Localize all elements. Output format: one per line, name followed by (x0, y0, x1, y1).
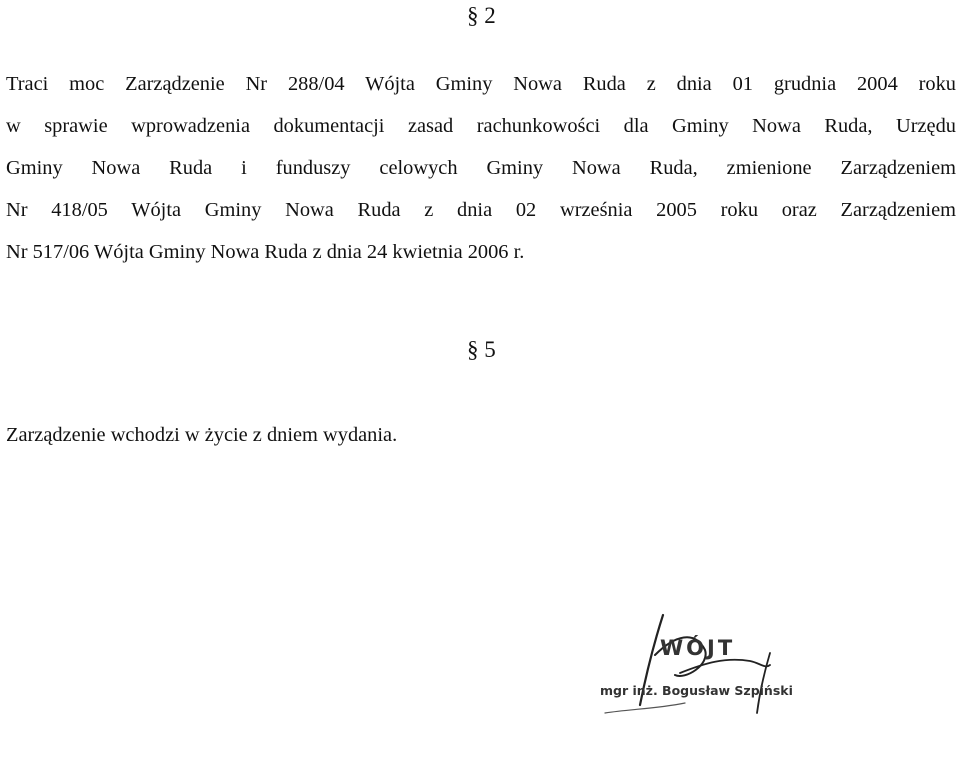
repeal-paragraph (6, 63, 956, 273)
section-heading-5: § 5 (467, 337, 496, 362)
effective-date-paragraph: Zarządzenie wchodzi w życie z dniem wydania. (6, 424, 398, 446)
paragraph-line: Nr 418/05 Wójta Gminy Nowa Ruda z dnia 02 września 2005 roku oraz Zarządzeniem (6, 199, 956, 221)
stamp-title: WÓJT (660, 636, 736, 660)
paragraph-line: w sprawie wprowadzenia dokumentacji zasad rachunkowości dla Gminy Nowa Ruda, Urzędu (6, 115, 956, 137)
paragraph-line: Traci moc Zarządzenie Nr 288/04 Wójta Gminy Nowa Ruda z dnia 01 grudnia 2004 roku (6, 73, 956, 95)
signature-graphic (585, 595, 835, 725)
paragraph-line: Nr 517/06 Wójta Gminy Nowa Ruda z dnia 24 kwietnia 2006 r. (6, 241, 525, 263)
signature-stamp (585, 595, 835, 725)
stamp-name: mgr inż. Bogusław Szpiński (600, 683, 793, 698)
signature-stroke (605, 703, 685, 713)
section-heading-2: § 2 (467, 3, 496, 28)
paragraph-line: Gminy Nowa Ruda i funduszy celowych Gminy Nowa Ruda, zmienione Zarządzeniem (6, 157, 956, 179)
